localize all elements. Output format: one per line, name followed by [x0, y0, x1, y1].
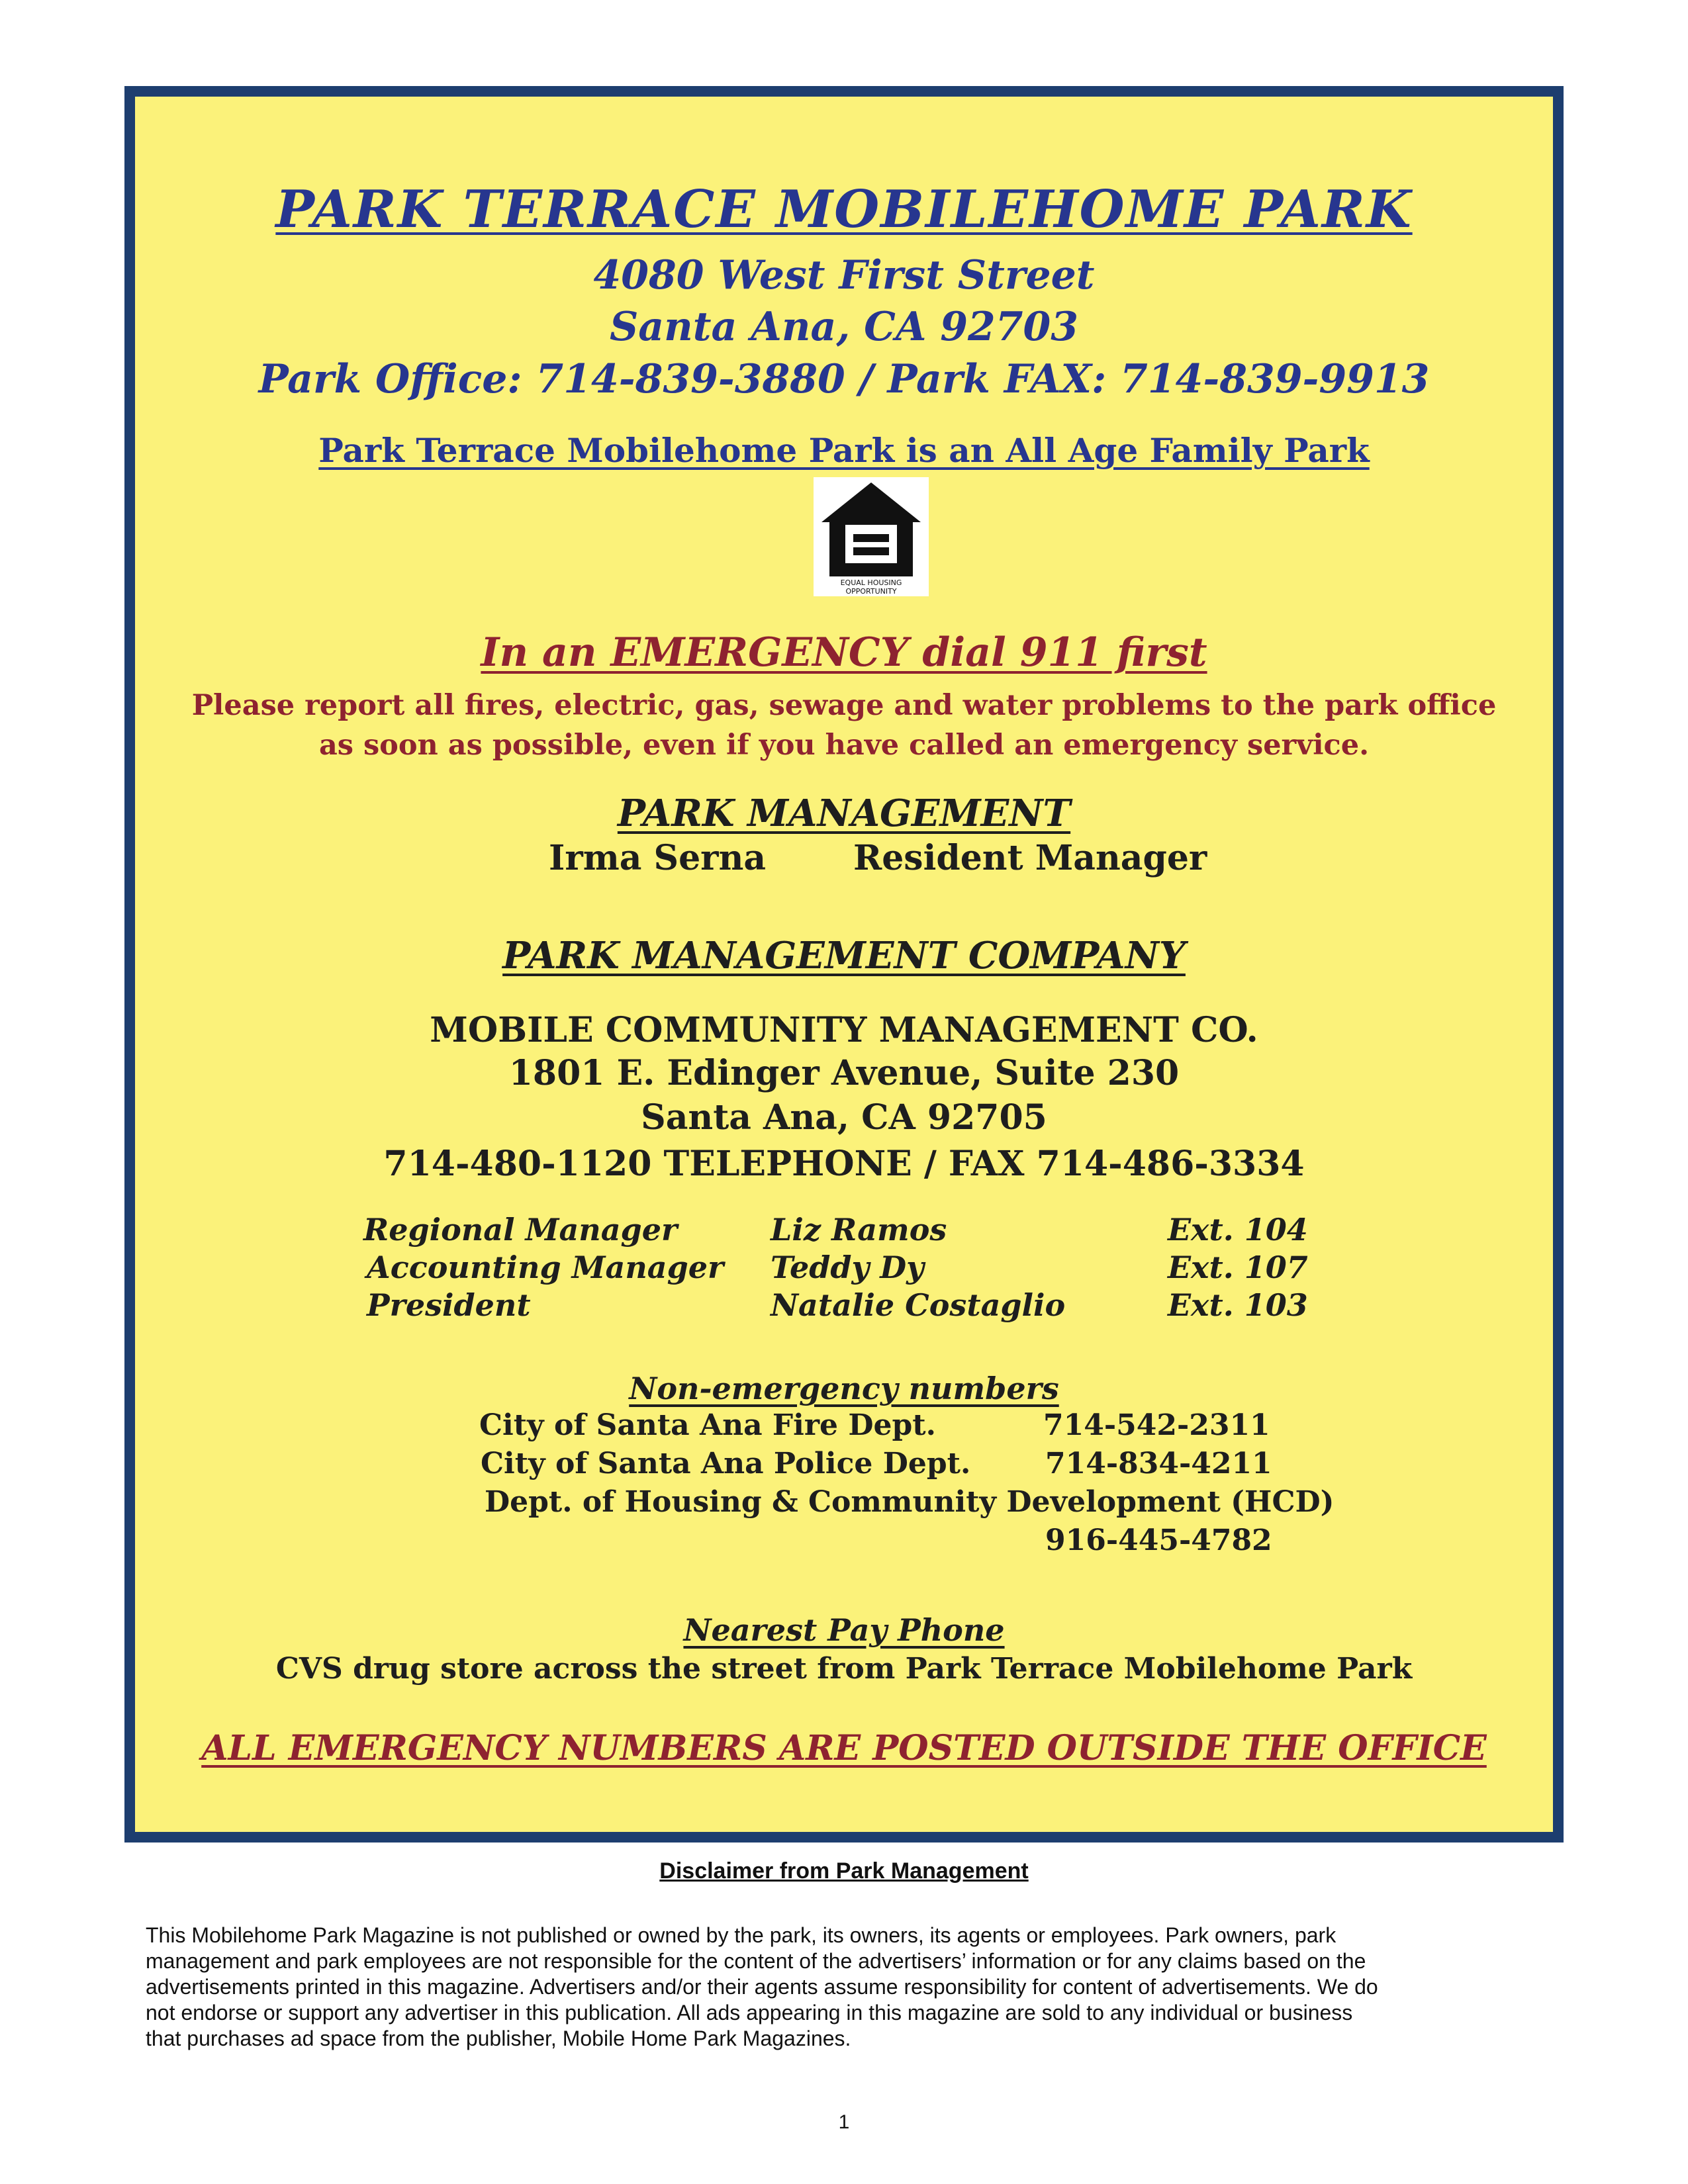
- staff-title: Regional Manager: [363, 1212, 678, 1248]
- staff-title: President: [367, 1287, 531, 1323]
- disclaimer-line: management and park employees are not responsible for the content of the advertisers’ information or for any claims based on the: [146, 1949, 1366, 1973]
- park-title: PARK TERRACE MOBILEHOME PARK: [275, 179, 1413, 240]
- family-park-notice: Park Terrace Mobilehome Park is an All Age Family Park: [318, 431, 1370, 470]
- manager-name: Irma Serna: [549, 838, 767, 878]
- staff-title: Accounting Manager: [367, 1250, 724, 1285]
- disclaimer-line: that purchases ad space from the publisher, Mobile Home Park Magazines.: [146, 2026, 851, 2050]
- equal-housing-logo: [814, 477, 929, 596]
- park-office-phone: Park Office: 714-839-3880 / Park FAX: 714-839-9913: [258, 356, 1430, 402]
- hcd-label: Dept. of Housing & Community Development (HCD): [485, 1485, 1335, 1519]
- staff-name: Liz Ramos: [771, 1212, 947, 1248]
- management-company-heading: PARK MANAGEMENT COMPANY: [502, 934, 1186, 978]
- park-address-street: 4080 West First Street: [593, 252, 1095, 298]
- non-emergency-heading: Non-emergency numbers: [629, 1371, 1059, 1406]
- emergency-heading: In an EMERGENCY dial 911 first: [481, 629, 1207, 676]
- page-number: 1: [838, 2111, 850, 2133]
- hcd-phone: 916-445-4782: [1045, 1524, 1272, 1557]
- eho-line2: OPPORTUNITY: [845, 587, 897, 596]
- company-name: MOBILE COMMUNITY MANAGEMENT CO.: [430, 1010, 1258, 1050]
- eho-line1: EQUAL HOUSING: [840, 578, 902, 587]
- posted-notice: ALL EMERGENCY NUMBERS ARE POSTED OUTSIDE THE OFFICE: [201, 1728, 1487, 1768]
- staff-ext: Ext. 104: [1168, 1212, 1308, 1248]
- report-line-2: as soon as possible, even if you have called an emergency service.: [318, 729, 1370, 762]
- company-address: 1801 E. Edinger Avenue, Suite 230: [508, 1053, 1180, 1093]
- disclaimer-heading: Disclaimer from Park Management: [659, 1858, 1029, 1884]
- park-management-heading: PARK MANAGEMENT: [617, 792, 1071, 835]
- disclaimer-line: This Mobilehome Park Magazine is not published or owned by the park, its owners, its agents or employees. Park owners, park: [146, 1923, 1336, 1947]
- company-phone-fax: 714-480-1120 TELEPHONE / FAX 714-486-3334: [383, 1144, 1305, 1184]
- disclaimer-body: [146, 1923, 1549, 2052]
- staff-name: Natalie Costaglio: [771, 1287, 1066, 1323]
- fire-dept-phone: 714-542-2311: [1043, 1408, 1270, 1442]
- staff-ext: Ext. 103: [1168, 1287, 1308, 1323]
- report-line-1: Please report all fires, electric, gas, sewage and water problems to the park office: [191, 689, 1497, 722]
- park-address-city: Santa Ana, CA 92703: [609, 304, 1079, 350]
- park-info-flyer: [124, 86, 1564, 1843]
- staff-name: Teddy Dy: [771, 1250, 924, 1285]
- pay-phone-heading: Nearest Pay Phone: [683, 1612, 1005, 1648]
- police-dept-label: City of Santa Ana Police Dept.: [481, 1447, 971, 1480]
- disclaimer-line: not endorse or support any advertiser in this publication. All ads appearing in this magazine are sold to any individual or business: [146, 2001, 1353, 2025]
- company-city: Santa Ana, CA 92705: [641, 1097, 1047, 1138]
- fire-dept-label: City of Santa Ana Fire Dept.: [479, 1408, 936, 1442]
- police-dept-phone: 714-834-4211: [1045, 1447, 1272, 1480]
- staff-ext: Ext. 107: [1168, 1250, 1308, 1285]
- manager-role: Resident Manager: [853, 838, 1207, 878]
- pay-phone-text: CVS drug store across the street from Park Terrace Mobilehome Park: [275, 1652, 1413, 1686]
- disclaimer-line: advertisements printed in this magazine. Advertisers and/or their agents assume responsibility for content of advertisements. We do: [146, 1975, 1378, 1999]
